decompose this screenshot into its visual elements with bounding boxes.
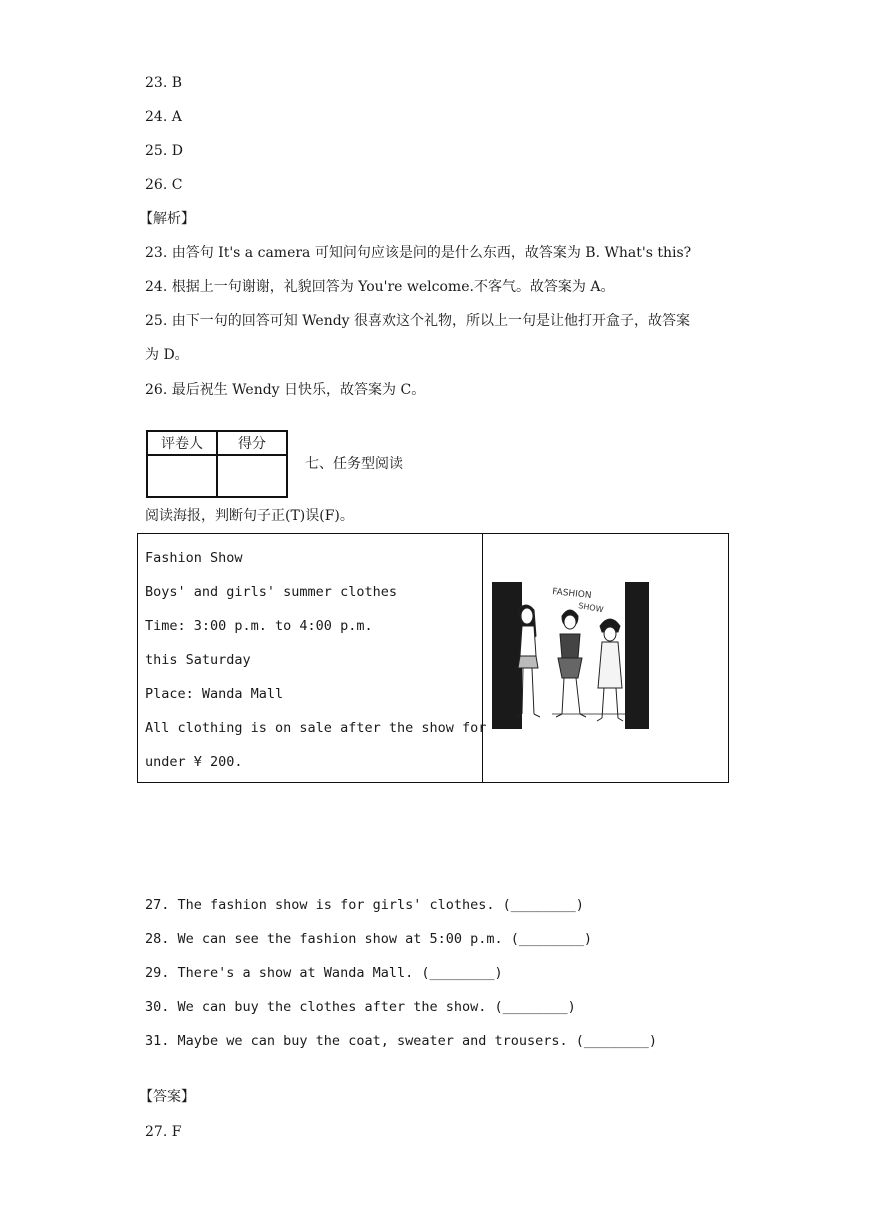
question-31: 31. Maybe we can buy the coat, sweater and trousers. (________) [145,1033,658,1049]
score-cell [217,455,287,497]
answer-26: 26. C [145,177,183,193]
poster-price: under ¥ 200. [145,754,243,770]
model-right [597,619,623,721]
analysis-heading: 【解析】 [139,211,195,227]
section-title: 七、任务型阅读 [305,456,403,472]
fashion-sign-text-1: FASHION [551,587,592,602]
analysis-24: 24. 根据上一句谢谢，礼貌回答为 You're welcome.不客气。故答案为 A。 [145,279,615,295]
answer-27: 27. F [145,1124,182,1140]
analysis-26: 26. 最后祝生 Wendy 日快乐，故答案为 C。 [145,382,426,398]
instruction: 阅读海报，判断句子正(T)误(F)。 [145,508,354,524]
poster-text-panel [138,534,487,782]
poster-title: Fashion Show [145,550,243,566]
answer-23: 23. B [145,75,183,91]
fashion-sign-text-2: SHOW [577,601,605,615]
question-27: 27. The fashion show is for girls' clothes. (________) [145,897,584,913]
analysis-23: 23. 由答句 It's a camera 可知问句应该是问的是什么东西，故答案为 B. What's this? [145,245,692,261]
question-29: 29. There's a show at Wanda Mall. (________) [145,965,503,981]
answer-heading: 【答案】 [139,1089,195,1105]
fashion-show-illustration [492,580,652,740]
poster-time: Time: 3:00 p.m. to 4:00 p.m. [145,618,373,634]
grader-header: 评卷人 [147,431,217,455]
poster [137,533,729,783]
poster-day: this Saturday [145,652,251,668]
analysis-25: 25. 由下一句的回答可知 Wendy 很喜欢这个礼物，所以上一句是让他打开盒子，故答案 [145,313,691,329]
score-header: 得分 [217,431,287,455]
poster-sale: All clothing is on sale after the show for [145,720,487,736]
poster-place: Place: Wanda Mall [145,686,284,702]
answer-24: 24. A [145,109,182,125]
poster-subtitle: Boys' and girls' summer clothes [145,584,397,600]
question-28: 28. We can see the fashion show at 5:00 p.m. (________) [145,931,593,947]
grader-cell [147,455,217,497]
model-middle [556,610,586,717]
analysis-25-cont: 为 D。 [145,347,189,363]
question-30: 30. We can buy the clothes after the show. (________) [145,999,576,1015]
score-table [146,430,288,498]
answer-25: 25. D [145,143,183,159]
